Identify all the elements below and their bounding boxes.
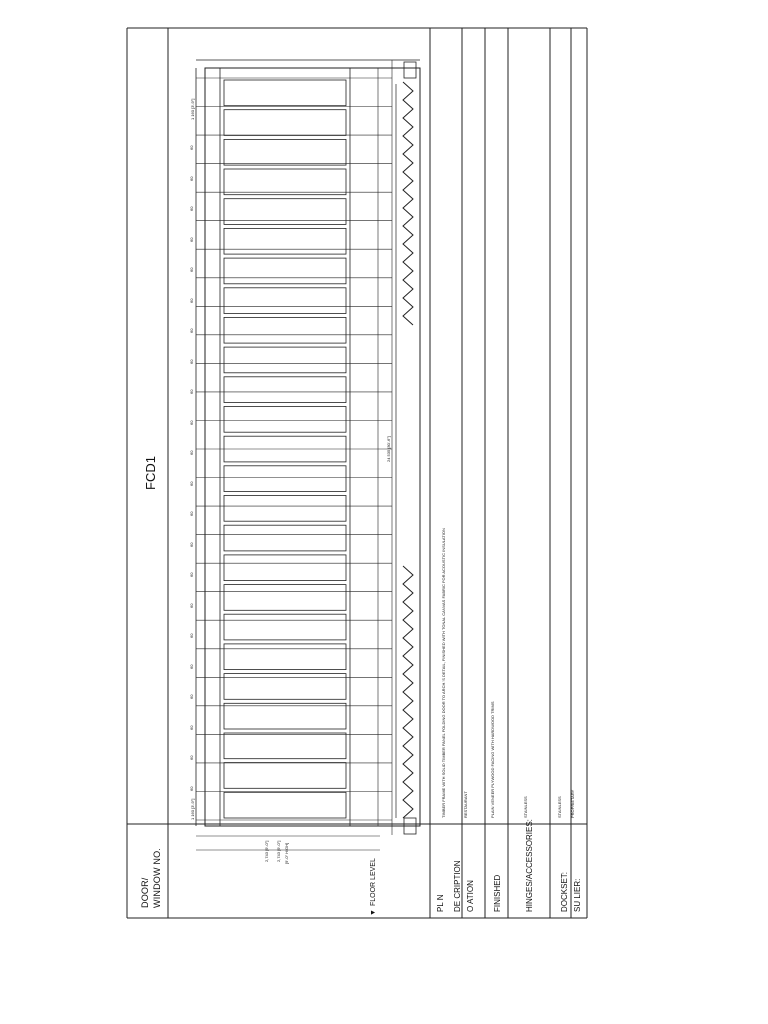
panel-mark: 60 bbox=[189, 542, 194, 547]
door-panel bbox=[224, 288, 346, 314]
schedule-row-label: DOCKSET: bbox=[560, 871, 569, 912]
panel-mark: 60 bbox=[189, 786, 194, 791]
door-panel bbox=[224, 555, 346, 581]
panel-mark: 60 bbox=[189, 267, 194, 272]
schedule-row-value: STAINLESS bbox=[557, 796, 562, 818]
panel-mark: 60 bbox=[189, 450, 194, 455]
door-panel bbox=[224, 703, 346, 729]
panel-mark: 60 bbox=[189, 206, 194, 211]
panel-mark: 60 bbox=[189, 481, 194, 486]
door-id-title: FCD1 bbox=[143, 456, 158, 490]
schedule-row-value: PLAIN VENEER PLYWOOD FACING WITH HARDWOOD TRIMS bbox=[490, 701, 495, 818]
panel-mark: 60 bbox=[189, 694, 194, 699]
height-dimension-label: 2,743 [9'-0"] bbox=[276, 840, 281, 862]
folding-stack-bottom-zigzag bbox=[403, 566, 413, 818]
door-panel bbox=[224, 644, 346, 670]
door-panel bbox=[224, 80, 346, 106]
door-panel bbox=[224, 763, 346, 789]
door-panel bbox=[224, 377, 346, 403]
floor-level-label: FLOOR LEVEL bbox=[370, 858, 377, 906]
panel-mark: 60 bbox=[189, 755, 194, 760]
door-panel bbox=[224, 496, 346, 522]
schedule-row-label: FINISHED bbox=[493, 874, 502, 912]
schedule-row-value: STAINLESS bbox=[523, 796, 528, 818]
door-panel bbox=[224, 139, 346, 165]
door-panel bbox=[224, 525, 346, 551]
schedule-row-value: TIMBER FRAME WITH SOLID TIMBER PANEL FOLDING DOOR TO ARCH.'S DETAIL, FINISHED WITH TONAL CANVAS FABRIC FOR ACOUSTIC INSULATION bbox=[441, 528, 446, 818]
end-panel-top-dimension: 1 160 [3'-9"] bbox=[190, 98, 195, 120]
panel-mark: 60 bbox=[189, 633, 194, 638]
folding-stack-top-zigzag bbox=[403, 82, 413, 325]
panel-mark: 60 bbox=[189, 298, 194, 303]
schedule-row-value: PROPRIETARY bbox=[570, 789, 575, 818]
door-panel bbox=[224, 585, 346, 611]
total-dimension-label: 24 535 [80'-6"] bbox=[386, 436, 391, 462]
door-panel bbox=[224, 407, 346, 433]
panel-mark: 60 bbox=[189, 664, 194, 669]
schedule-row-label: O ATION bbox=[466, 880, 475, 912]
panel-mark: 60 bbox=[189, 237, 194, 242]
door-panel bbox=[224, 228, 346, 254]
door-panel bbox=[224, 110, 346, 136]
schedule-row-label: PL N bbox=[436, 894, 445, 912]
door-panel bbox=[224, 258, 346, 284]
schedule-row-label: SU LIER: bbox=[573, 878, 582, 912]
panel-mark: 60 bbox=[189, 145, 194, 150]
door-window-label: DOOR/ bbox=[140, 877, 150, 908]
panel-mark: 60 bbox=[189, 511, 194, 516]
panel-mark: 60 bbox=[189, 359, 194, 364]
panel-mark: 60 bbox=[189, 420, 194, 425]
panel-mark: 60 bbox=[189, 389, 194, 394]
left-dimension-label: 2,743 [9'-0"] bbox=[264, 840, 269, 862]
door-panel bbox=[224, 347, 346, 373]
panel-mark: 60 bbox=[189, 328, 194, 333]
panel-mark: 60 bbox=[189, 603, 194, 608]
height-sub-label: [9'-0" HIGH] bbox=[284, 842, 289, 864]
schedule-row-label: HINGES/ACCESSORIES: bbox=[525, 819, 534, 912]
panel-mark: 60 bbox=[189, 572, 194, 577]
schedule-row-value: RESTAURANT bbox=[463, 791, 468, 818]
door-panel bbox=[224, 169, 346, 195]
door-panel bbox=[224, 614, 346, 640]
door-panel bbox=[224, 466, 346, 492]
schedule-row-label: DE CRIPTION bbox=[453, 860, 462, 912]
door-panel bbox=[224, 792, 346, 818]
door-panel bbox=[224, 733, 346, 759]
door-panel bbox=[224, 317, 346, 343]
end-panel-bottom-dimension: 1 160 [3'-9"] bbox=[190, 798, 195, 820]
panel-mark: 60 bbox=[189, 725, 194, 730]
panel-mark: 60 bbox=[189, 176, 194, 181]
window-no-label: WINDOW NO. bbox=[152, 848, 162, 908]
panel-dividers bbox=[196, 78, 392, 820]
floor-level-marker: ▼ bbox=[370, 909, 377, 916]
